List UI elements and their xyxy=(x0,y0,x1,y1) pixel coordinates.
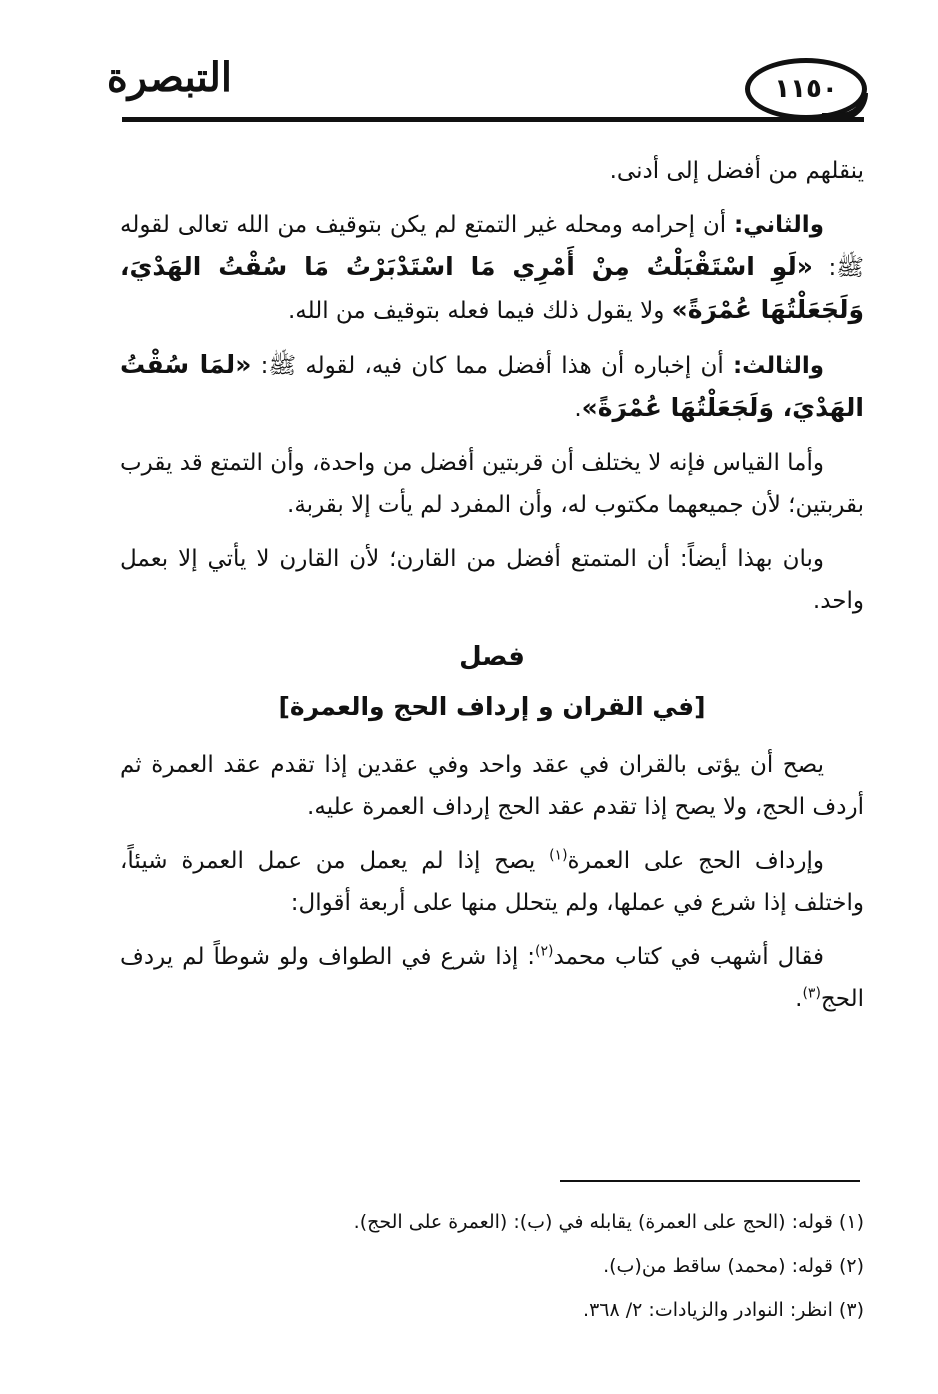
paragraph-3-tail: . xyxy=(574,396,582,422)
section-subtitle: [في القران و إرداف الحج والعمرة] xyxy=(278,692,706,721)
footnotes xyxy=(120,1200,864,1332)
paragraph-4 xyxy=(120,442,864,526)
paragraph-7-text-b: يصح إذا لم يعمل من عمل العمرة شيئاً، واختلف إذا شرع في عملها، ولم يتحلل منها على أربعة أقوال: xyxy=(120,848,864,916)
paragraph-3-hadith: «لمَا سُقْتُ الهَدْيَ، وَلَجَعَلْتُهَا عُمْرَةً» xyxy=(120,350,864,422)
paragraph-6 xyxy=(120,744,864,828)
paragraph-4-text: وأما القياس فإنه لا يختلف أن قربتين أفضل من واحدة، وأن التمتع قد يقرب بقربتين؛ لأن جميعهما مكتوب له، وأن المفرد لم يأت إلا بقربة. xyxy=(120,450,864,518)
paragraph-1-text: ينقلهم من أفضل إلى أدنى. xyxy=(609,158,864,184)
footnote-ref-2[interactable]: (٢) xyxy=(535,943,554,960)
paragraph-8-text-a: فقال أشهب في كتاب محمد xyxy=(553,944,824,970)
footnote-2: (٢) قوله: (محمد) ساقط من(ب). xyxy=(603,1255,864,1277)
paragraph-2-lead: والثاني: xyxy=(734,212,824,238)
paragraph-7-text-a: وإرداف الحج على العمرة xyxy=(567,848,824,874)
paragraph-3 xyxy=(120,344,864,430)
paragraph-5 xyxy=(120,538,864,622)
paragraph-6-text: يصح أن يؤتى بالقران في عقد واحد وفي عقدين إذا تقدم عقد العمرة ثم أردف الحج، ولا يصح إذا تقدم عقد الحج إرداف العمرة عليه. xyxy=(120,752,864,820)
footnote-3: (٣) انظر: النوادر والزيادات: ٢/ ٣٦٨. xyxy=(583,1299,864,1321)
book-title: التبصرة xyxy=(106,54,232,101)
paragraph-5-text: وبان بهذا أيضاً: أن المتمتع أفضل من القارن؛ لأن القارن لا يأتي إلا بعمل واحد. xyxy=(120,546,864,614)
section-title: فصل xyxy=(459,642,525,672)
paragraph-7 xyxy=(120,840,864,924)
footnote-1: (١) قوله: (الحج على العمرة) يقابله في (ب): (العمرة على الحج). xyxy=(353,1211,864,1233)
page-header xyxy=(0,0,938,130)
footnote-separator xyxy=(560,1180,860,1182)
paragraph-2-text: أن إحرامه ومحله غير التمتع لم يكن بتوقيف من الله تعالى لقوله ﷺ: xyxy=(120,212,864,281)
paragraph-8-text-c: . xyxy=(795,986,803,1012)
page-number: ١١٥٠ xyxy=(774,74,838,104)
paragraph-3-lead: والثالث: xyxy=(732,353,825,379)
paragraph-2-tail: ولا يقول ذلك فيما فعله بتوقيف من الله. xyxy=(287,298,665,324)
paragraph-8-text-b: : إذا شرع في الطواف ولو شوطاً لم يردف الحج xyxy=(120,944,864,1012)
paragraph-2-hadith: «لَوِ اسْتَقْبَلْتُ مِنْ أَمْرِي مَا اسْتَدْبَرْتُ مَا سُقْتُ الهَدْيَ، وَلَجَعَلْتُهَا عُمْرَةً» xyxy=(120,252,864,324)
paragraph-2 xyxy=(120,204,864,332)
page-body xyxy=(120,150,864,1032)
paragraph-1 xyxy=(120,150,864,192)
paragraph-3-text: أن إخباره أن هذا أفضل مما كان فيه، لقوله ﷺ: xyxy=(260,353,724,379)
footnote-ref-3[interactable]: (٣) xyxy=(802,985,821,1002)
page-number-badge xyxy=(745,58,867,120)
footnote-ref-1[interactable]: (١) xyxy=(549,847,568,864)
paragraph-8 xyxy=(120,936,864,1020)
header-rule xyxy=(122,117,864,122)
